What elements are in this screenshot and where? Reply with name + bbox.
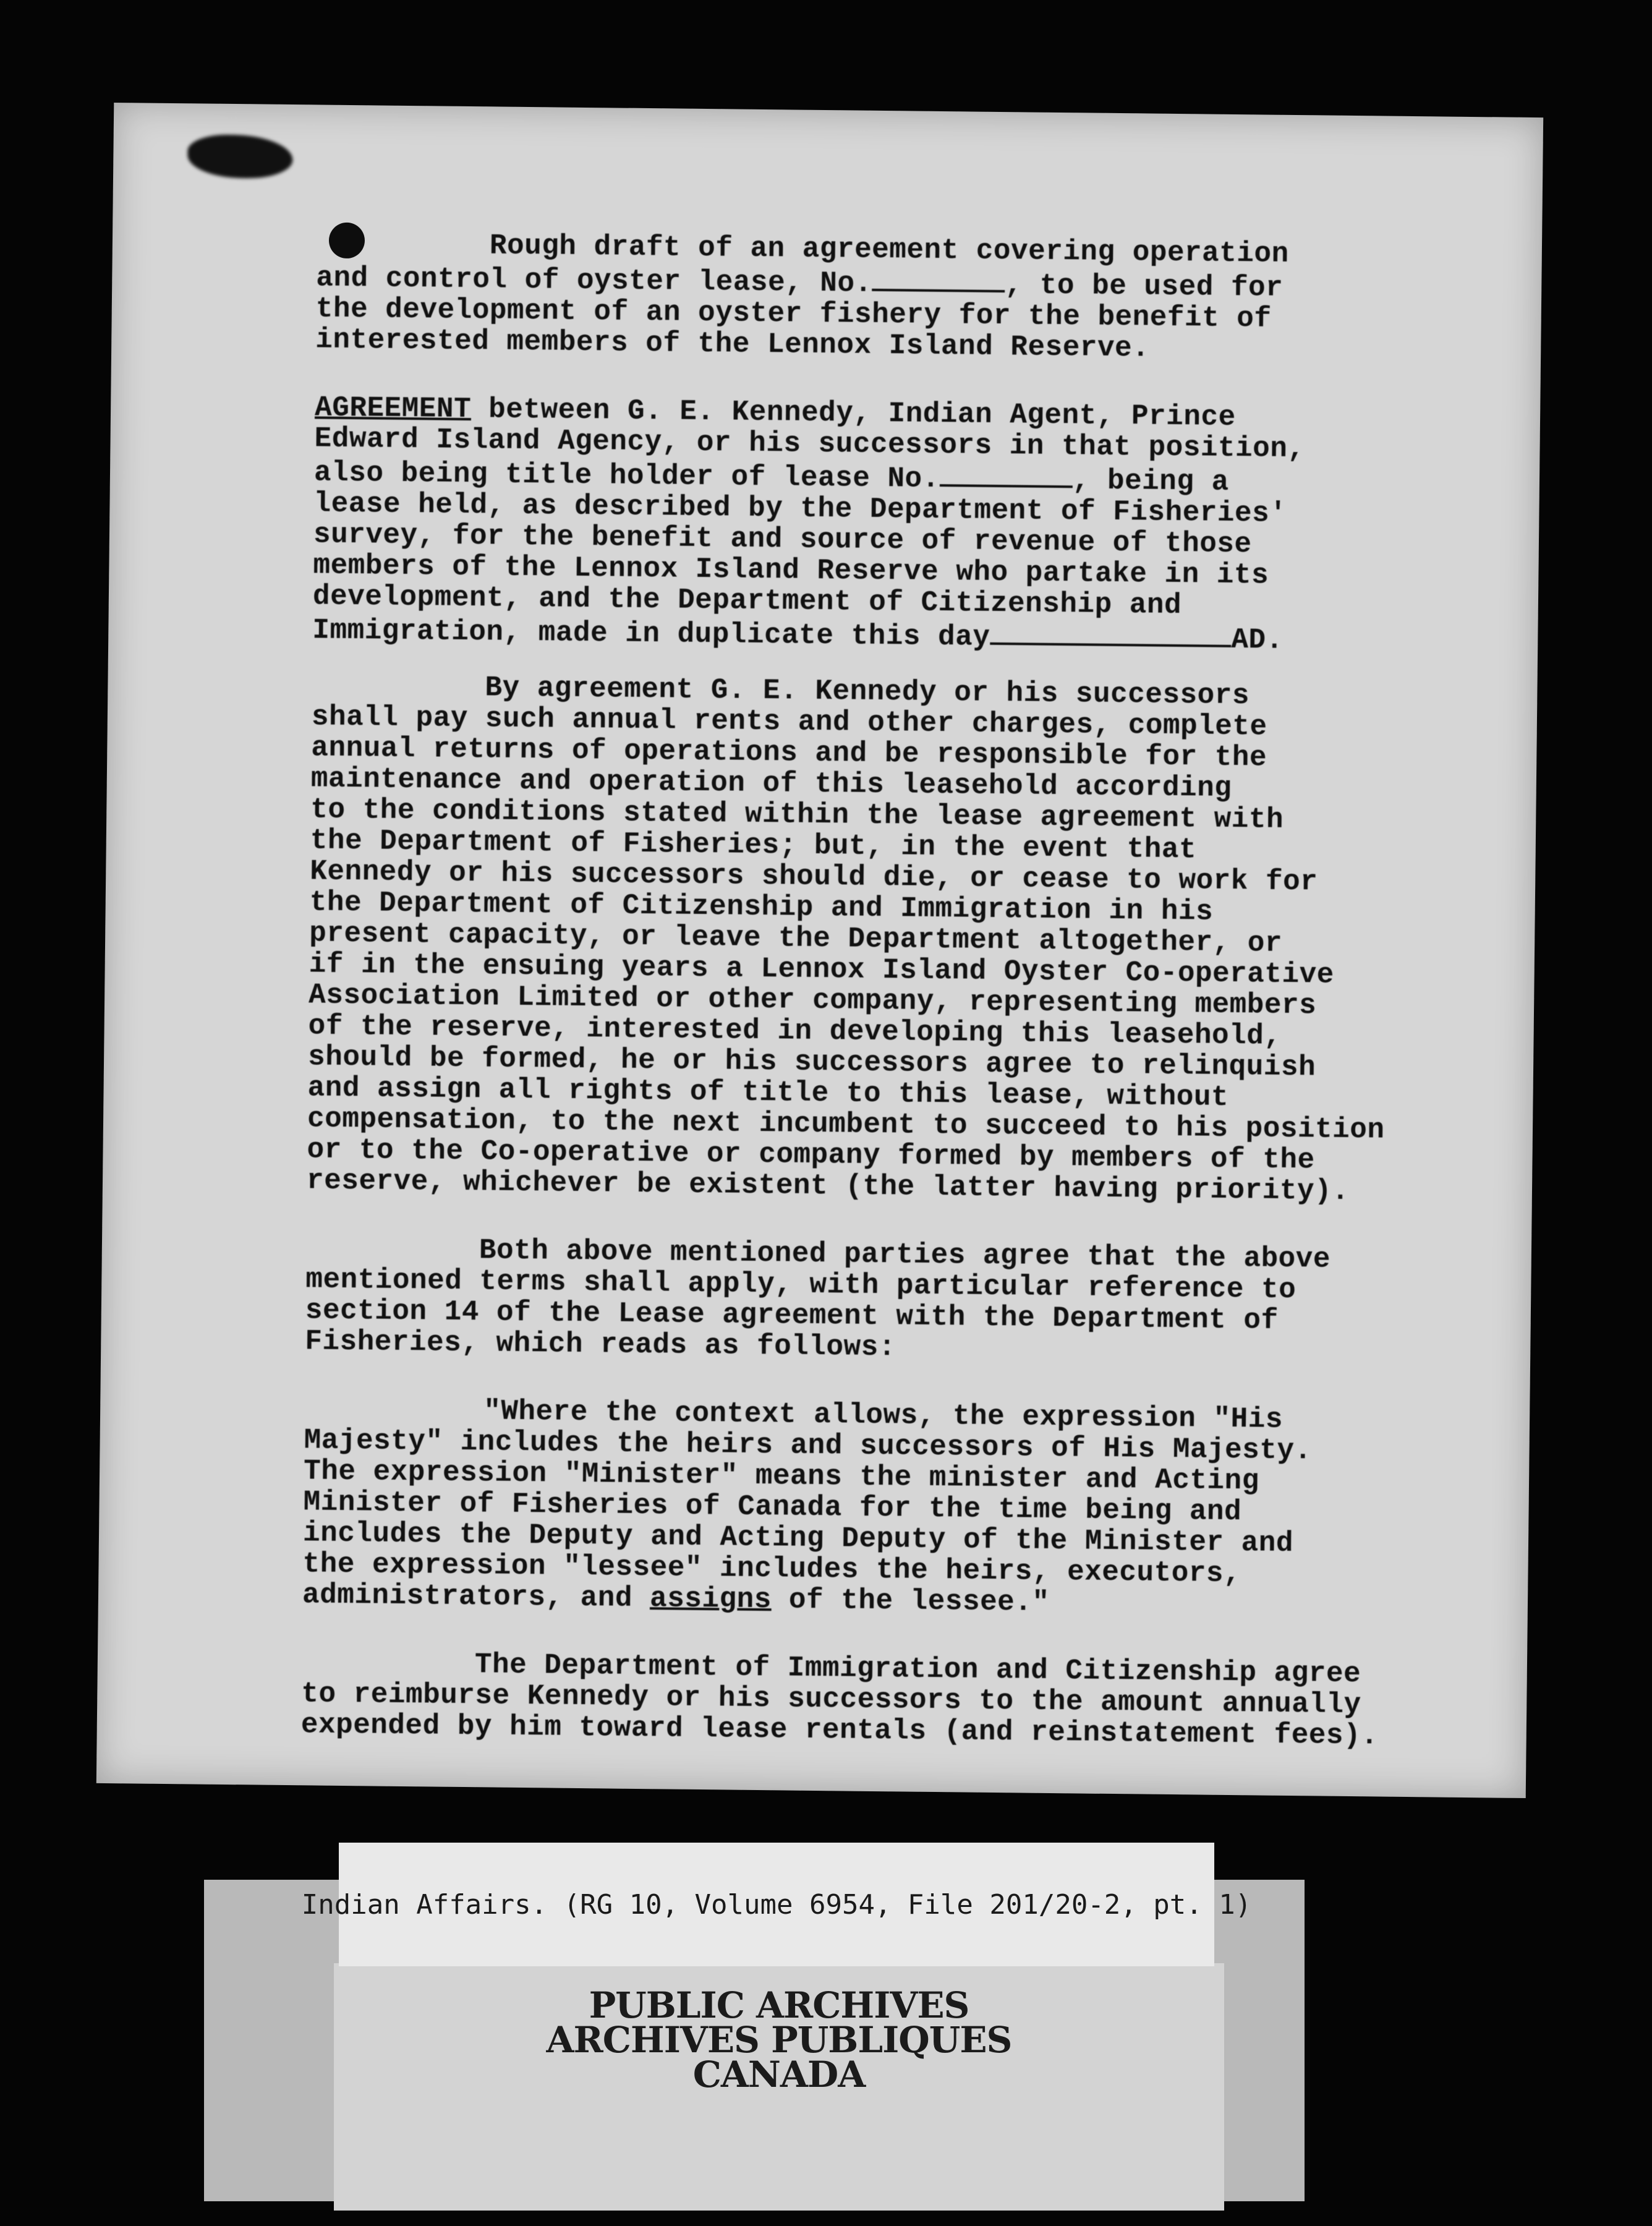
document-body [300,228,1510,1789]
agreement-paragraph: AGREEMENT between G. E. Kennedy, Indian Agent, Prince Edward Island Agency, or his successors in that position, also being title holder of lease No. , being a lease held, as described by the Department of Fisheries' survey, for the benefit and source of revenue of those members of the Lennox Island Reserve who partake in its development, and the Department of Citizenship and Immigration, made in duplicate this day AD. [312,391,1305,657]
kennedy-paragraph: By agreement G. E. Kennedy or his successors shall pay such annual rents and other charges, complete annual returns of operations and be responsible for the maintenance and operation of this leasehold according to the conditions stated within the lease agreement with the Department of Fisheries; but, in the event that Kennedy or his successors should die, or cease to work for the Department of Citizenship and Immigration in his present capacity, or leave the Department altogether, or if in the ensuing years a Lennox Island Oyster Co-operative Association Limited or other company, representing members of the reserve, interested in developing this leasehold, should be formed, he or his successors agree to relinquish and assign all rights of title to this lease, without compensation, to the next incumbent to succeed to his position or to the Co-operative or company formed by members of the reserve, whichever be existent (the latter having priority). [306,672,1385,1208]
both-parties-paragraph: Both above mentioned parties agree that the above mentioned terms shall apply, with particular reference to section 14 of the Lease agreement with the Department of Fisheries, which reads as follows: [305,1234,1331,1364]
lease-number-blank [872,265,1005,292]
stamp-line-3: CANADA [692,2053,866,2096]
assigns-word: assigns [649,1582,772,1616]
quoted-section-14: "Where the context allows, the expression "His Majesty" includes the heirs and successors of His Majesty. The expression "Minister" means the minister and Acting Minister of Fisheries of Canada for the time being and includes the Deputy and Acting Deputy of the Minister and the expression "lessee" includes the heirs, executors, administrators, and assigns of the lessee." [302,1395,1312,1619]
archive-stamp [334,1984,1224,2096]
lease-number-blank-2 [940,461,1073,488]
agreement-heading: AGREEMENT [314,391,472,426]
archive-reference-label [301,1843,1252,1966]
date-blank [990,619,1231,647]
department-paragraph: The Department of Immigration and Citizenship agree to reimburse Kennedy or his successors to the amount annually expended by him toward lease rentals (and reinstatement fees). [300,1648,1379,1752]
ink-blot [187,134,293,179]
archive-reference-text: Indian Affairs. (RG 10, Volume 6954, File 201/20-2, pt. 1) [301,1888,1252,1921]
document-page [96,103,1543,1798]
stamp-line-2: ARCHIVES PUBLIQUES [546,2019,1012,2061]
stamp-line-1: PUBLIC ARCHIVES [589,1984,969,2026]
intro-paragraph: Rough draft of an agreement covering operation and control of oyster lease, No. , to be used for the development of an oyster fishery for the benefit of interested members of the Lennox Island Reserve. [315,229,1289,365]
